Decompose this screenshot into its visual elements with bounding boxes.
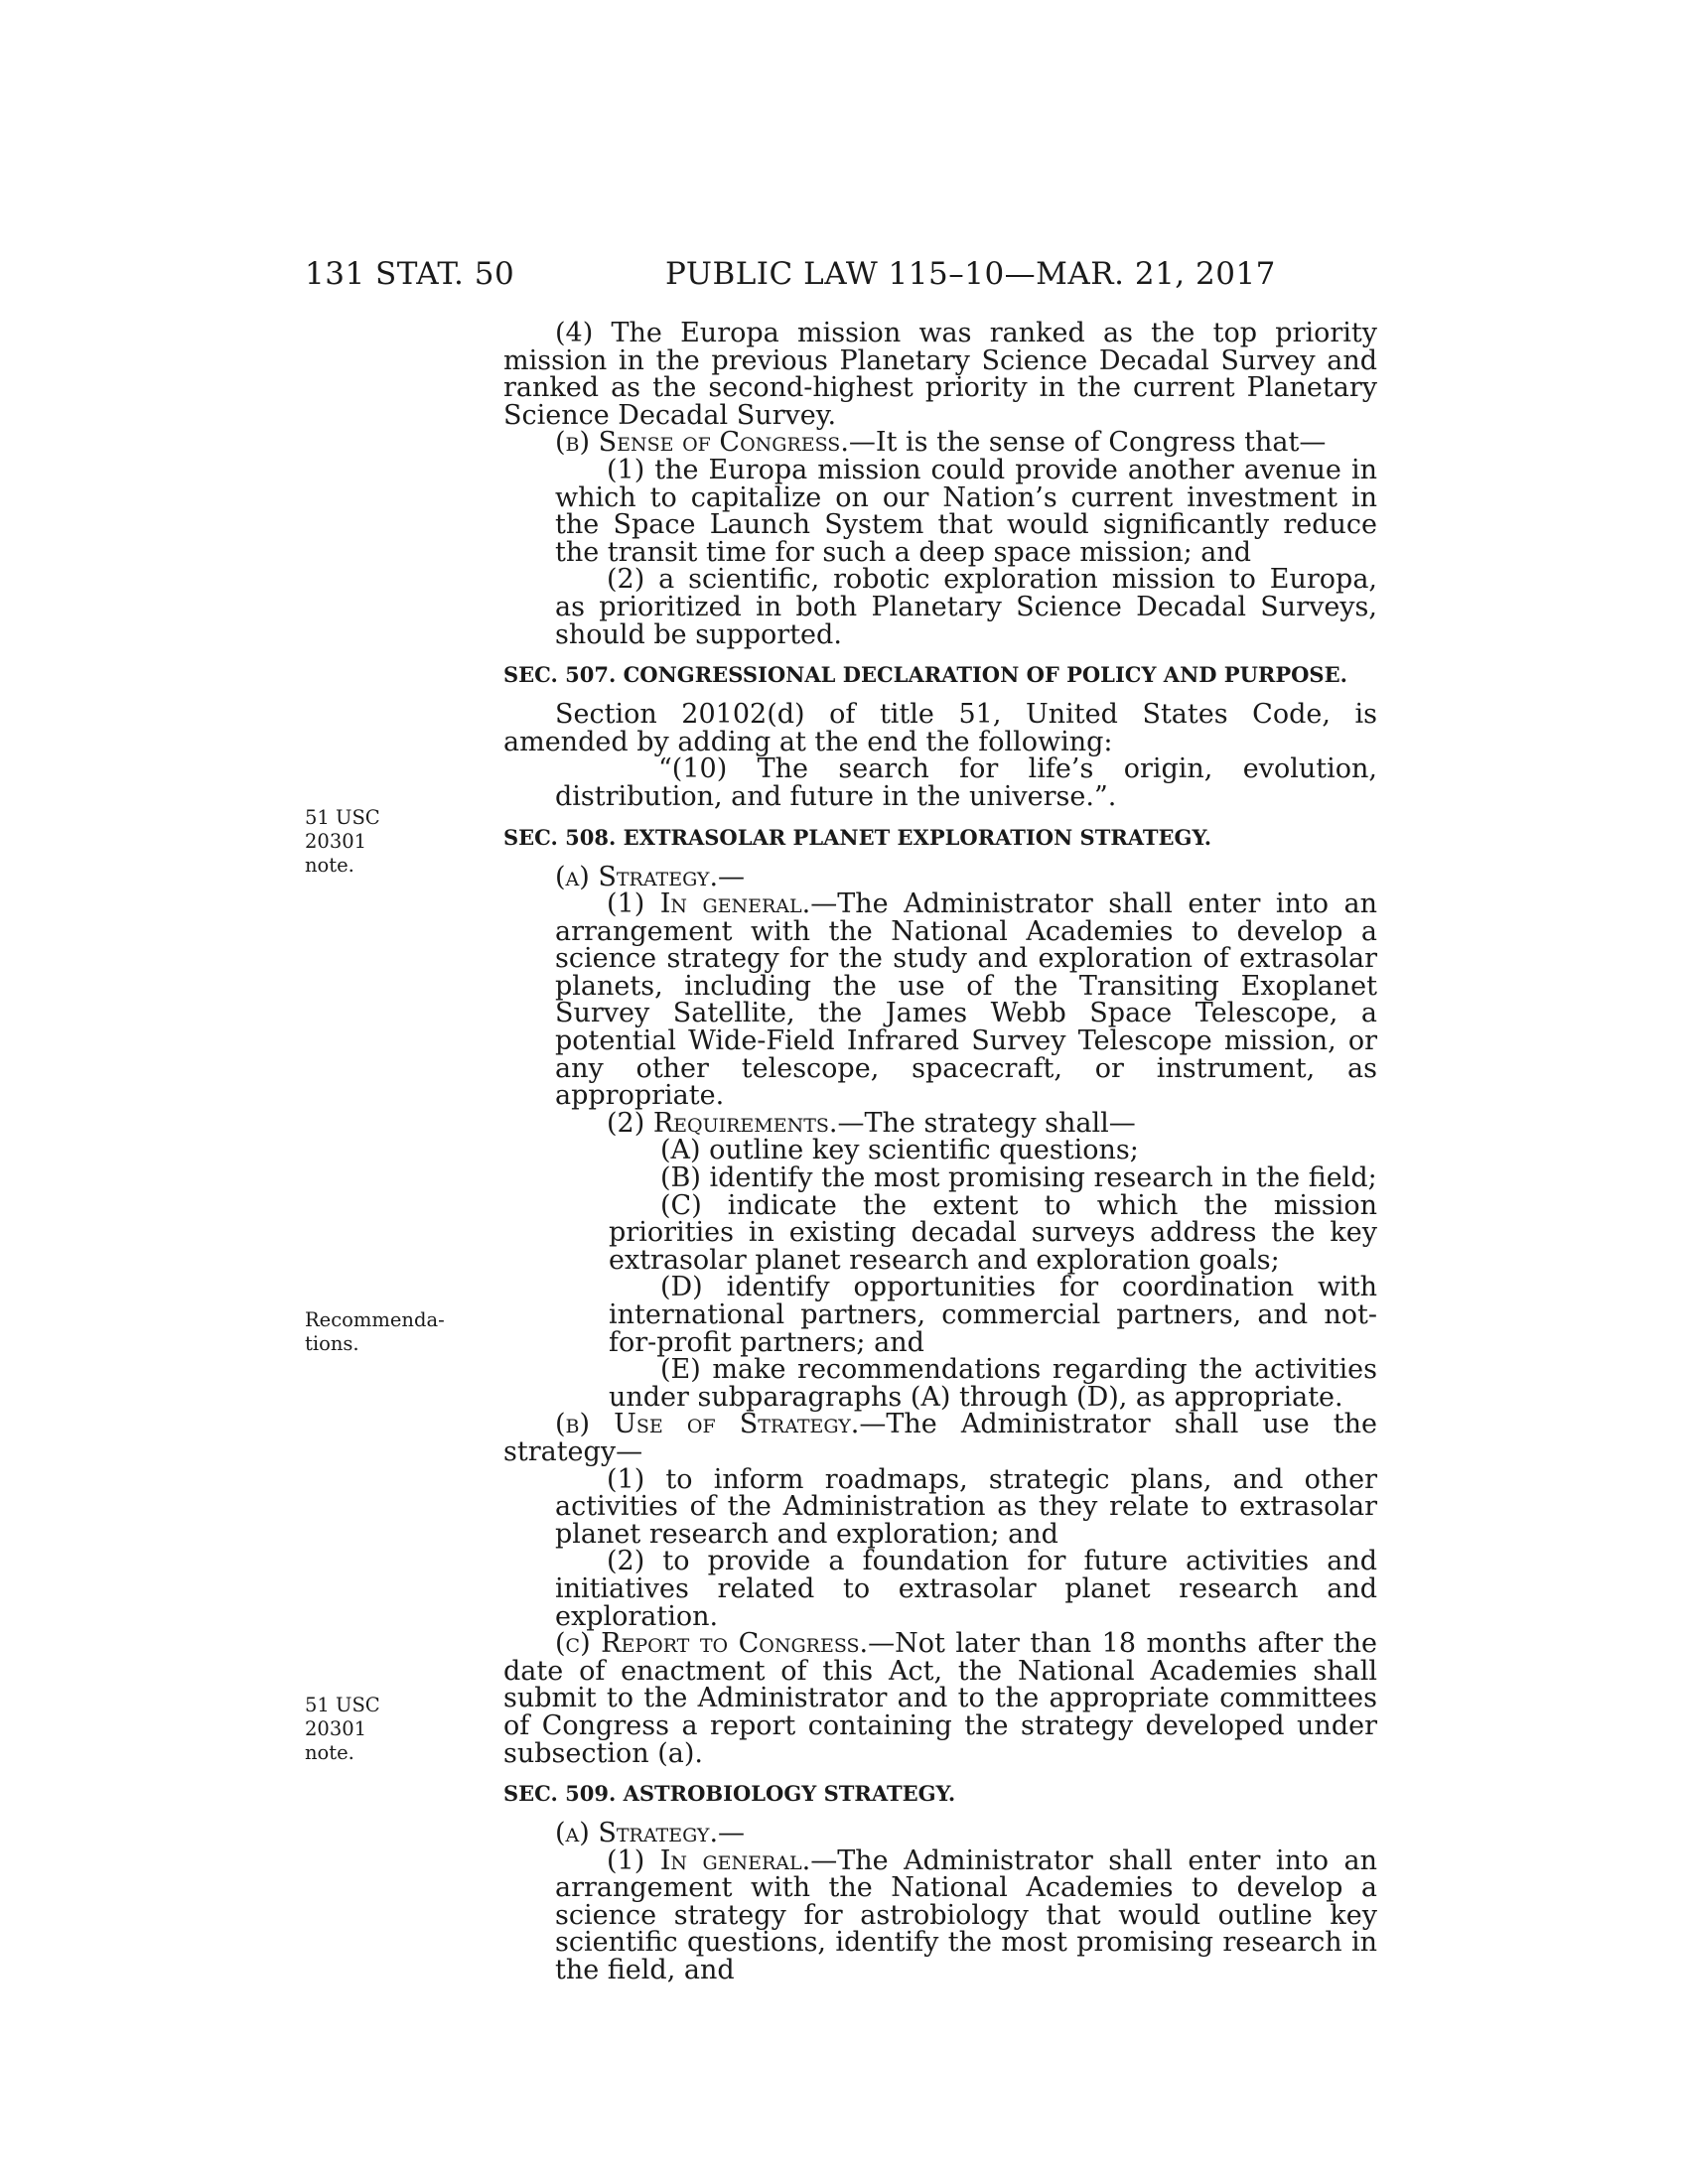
page-title: PUBLIC LAW 115–10—MAR. 21, 2017 xyxy=(665,256,1276,292)
subparagraph: (B) identify the most promising research in the field; xyxy=(660,1162,1377,1194)
paragraph-heading: (1) In general. xyxy=(607,888,811,920)
margin-note-usc-2: 51 USC 20301 note. xyxy=(305,1694,380,1764)
paragraph: (1) to inform roadmaps, strategic plans, and other activities of the Administration as they relate to extrasolar planet research and exploration; and xyxy=(555,1463,1377,1550)
paragraph xyxy=(503,1107,1377,1139)
subsection-heading: (b) Sense of Congress. xyxy=(555,427,849,459)
subsection-text: —The Administrator shall use the strategy— xyxy=(503,1409,1377,1467)
paragraph-text: —The strategy shall— xyxy=(837,1107,1136,1139)
paragraph: Section 20102(d) of title 51, United States Code, is amended by adding at the end the following: xyxy=(503,699,1377,757)
subsection-b xyxy=(503,429,1377,457)
paragraph-text: —The Administrator shall enter into an arrangement with the National Academies to develop a science strategy for astrobiology that would outline key scientific questions, identify the most promising research in the field, and xyxy=(555,1844,1377,1986)
paragraph xyxy=(503,890,1377,1110)
section-heading-508: SEC. 508. EXTRASOLAR PLANET EXPLORATION STRATEGY. xyxy=(503,824,1212,850)
subsection-c xyxy=(503,1630,1377,1767)
quoted-paragraph: “(10) The search for life’s origin, evolution, distribution, and future in the universe.”. xyxy=(555,753,1377,812)
paragraph-heading: (1) In general. xyxy=(607,1844,811,1876)
margin-note-recommendations: Recommenda- tions. xyxy=(305,1308,445,1355)
paragraph: (4) The Europa mission was ranked as the top priority mission in the previous Planetary Science Decadal Survey and ranked as the second-highest priority in the current Planetary Science Decadal Survey. xyxy=(503,318,1377,431)
section-heading-509: SEC. 509. ASTROBIOLOGY STRATEGY. xyxy=(503,1781,956,1807)
section-heading-507: SEC. 507. CONGRESSIONAL DECLARATION OF POLICY AND PURPOSE. xyxy=(503,662,1347,688)
document-body xyxy=(503,320,1377,1984)
paragraph-heading: (2) Requirements. xyxy=(607,1107,838,1139)
paragraph xyxy=(503,1844,1377,1986)
subsection-heading: (b) Use of Strategy. xyxy=(555,1409,860,1440)
subparagraph: (D) identify opportunities for coordination with international partners, commercial partners, and not-for-profit partners; and xyxy=(609,1272,1377,1358)
subsection-text: —It is the sense of Congress that— xyxy=(848,427,1327,459)
subparagraph: (E) make recommendations regarding the activities under subparagraphs (A) through (D), as appropriate. xyxy=(609,1354,1377,1413)
stat-citation: 131 STAT. 50 xyxy=(305,256,515,292)
subsection-heading: (a) Strategy.— xyxy=(555,1818,746,1849)
subsection-heading: (a) Strategy.— xyxy=(555,861,746,892)
paragraph: (2) to provide a foundation for future activities and initiatives related to extrasolar planet research and exploration. xyxy=(555,1546,1377,1632)
subparagraph: (A) outline key scientific questions; xyxy=(660,1135,1139,1166)
subsection-b xyxy=(503,1411,1377,1465)
subparagraph: (C) indicate the extent to which the mission priorities in existing decadal surveys address the key extrasolar planet research and exploration goals; xyxy=(609,1189,1377,1276)
paragraph: (1) the Europa mission could provide another avenue in which to capitalize on our Nation’s current investment in the Space Launch System that would significantly reduce the transit time for such a deep space mission; and xyxy=(555,454,1377,568)
paragraph: (2) a scientific, robotic exploration mission to Europa, as prioritized in both Planetary Science Decadal Surveys, should be supported. xyxy=(555,564,1377,650)
paragraph-text: —The Administrator shall enter into an arrangement with the National Academies to develop a science strategy for the study and exploration of extrasolar planets, including the use of the Transiting Exoplanet Survey Satellite, the James Webb Space Telescope, a potential Wide-Field Infrared Survey Telescope mission, or any other telescope, spacecraft, or instrument, as appropriate. xyxy=(555,888,1377,1112)
subsection-heading: (c) Report to Congress. xyxy=(555,1628,869,1660)
subsection-text: —Not later than 18 months after the date of enactment of this Act, the National Academies shall submit to the Administrator and to the appropriate committees of Congress a report containing the strategy developed under subsection (a). xyxy=(503,1628,1377,1769)
margin-note-usc: 51 USC 20301 note. xyxy=(305,806,380,877)
